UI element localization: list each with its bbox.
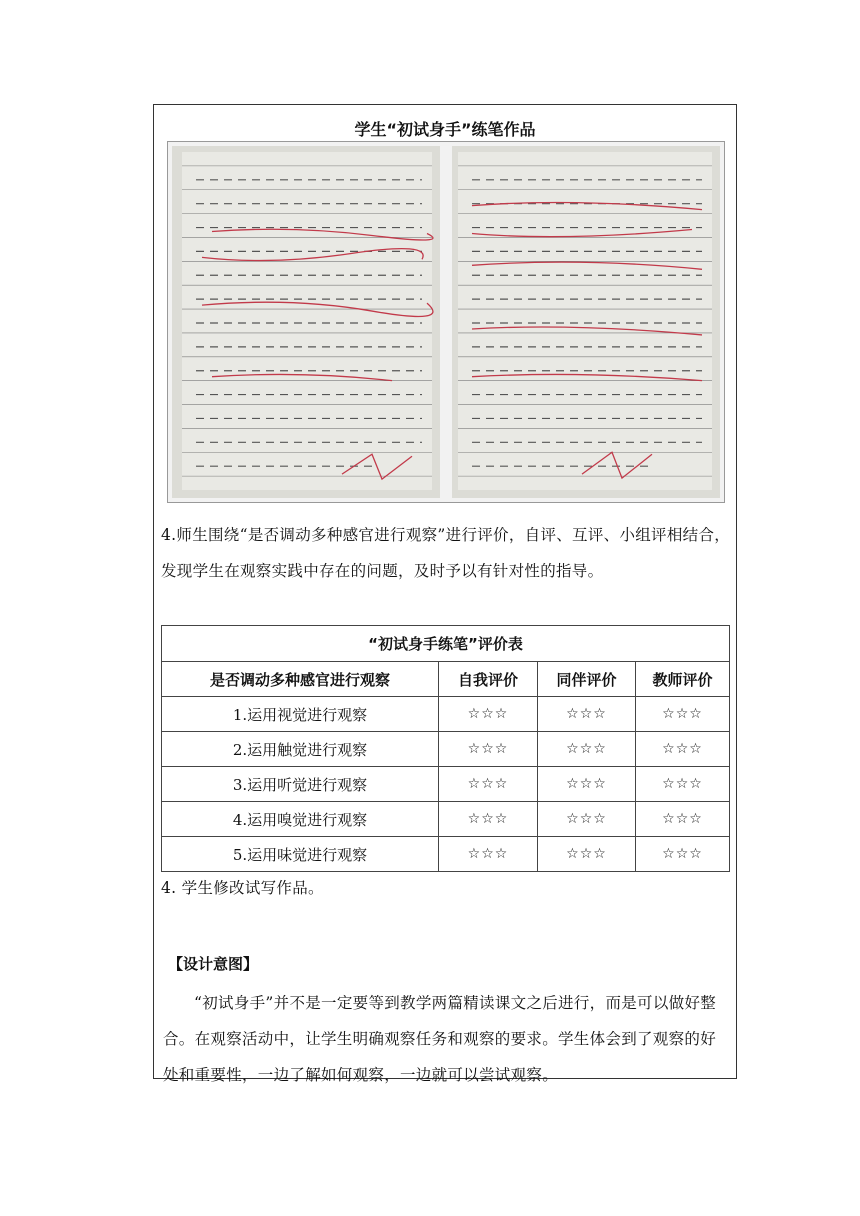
peer-rating: ☆☆☆ — [538, 802, 636, 837]
header-peer: 同伴评价 — [538, 662, 636, 697]
design-intent-heading: 【设计意图】 — [168, 955, 259, 973]
criterion-cell: 3.运用听觉进行观察 — [162, 767, 439, 802]
criterion-cell: 2.运用触觉进行观察 — [162, 732, 439, 767]
self-rating: ☆☆☆ — [439, 732, 538, 767]
revision-step: 4. 学生修改试写作品。 — [161, 879, 324, 897]
self-rating: ☆☆☆ — [439, 837, 538, 872]
peer-rating: ☆☆☆ — [538, 697, 636, 732]
evaluation-instruction: 4.师生围绕“是否调动多种感官进行观察”进行评价，自评、互评、小组评相结合，发现学生在观察实践中存在的问题，及时予以有针对性的指导。 — [161, 526, 731, 580]
table-caption: “初试身手练笔”评价表 — [162, 626, 730, 662]
criterion-cell: 5.运用味觉进行观察 — [162, 837, 439, 872]
section-title: 学生“初试身手”练笔作品 — [354, 120, 536, 139]
table-header-row — [162, 662, 730, 697]
peer-rating: ☆☆☆ — [538, 732, 636, 767]
design-intent-text: “初试身手”并不是一定要等到教学两篇精读课文之后进行，而是可以做好整合。在观察活动中，让学生明确观察任务和观察的要求。学生体会到了观察的好处和重要性，一边了解如何观察，一边就可以尝试观察。 — [163, 994, 717, 1084]
criterion-cell: 1.运用视觉进行观察 — [162, 697, 439, 732]
lesson-frame — [153, 104, 737, 1084]
table-row — [162, 767, 730, 802]
student-work-photo-right — [452, 146, 720, 498]
teacher-rating: ☆☆☆ — [636, 837, 730, 872]
teacher-rating: ☆☆☆ — [636, 697, 730, 732]
teacher-rating: ☆☆☆ — [636, 767, 730, 802]
handwriting-sheet-right — [452, 146, 720, 498]
table-row — [162, 837, 730, 872]
self-rating: ☆☆☆ — [439, 697, 538, 732]
peer-rating: ☆☆☆ — [538, 837, 636, 872]
table-row — [162, 732, 730, 767]
table-row — [162, 697, 730, 732]
self-rating: ☆☆☆ — [439, 767, 538, 802]
criterion-cell: 4.运用嗅觉进行观察 — [162, 802, 439, 837]
self-rating: ☆☆☆ — [439, 802, 538, 837]
student-work-photo-left — [172, 146, 440, 498]
handwriting-sheet-left — [172, 146, 440, 498]
header-teacher: 教师评价 — [636, 662, 730, 697]
student-work-photos — [167, 141, 725, 503]
peer-rating: ☆☆☆ — [538, 767, 636, 802]
header-criterion: 是否调动多种感官进行观察 — [162, 662, 439, 697]
header-self: 自我评价 — [439, 662, 538, 697]
teacher-rating: ☆☆☆ — [636, 732, 730, 767]
teacher-rating: ☆☆☆ — [636, 802, 730, 837]
evaluation-table — [161, 625, 730, 872]
table-row — [162, 802, 730, 837]
